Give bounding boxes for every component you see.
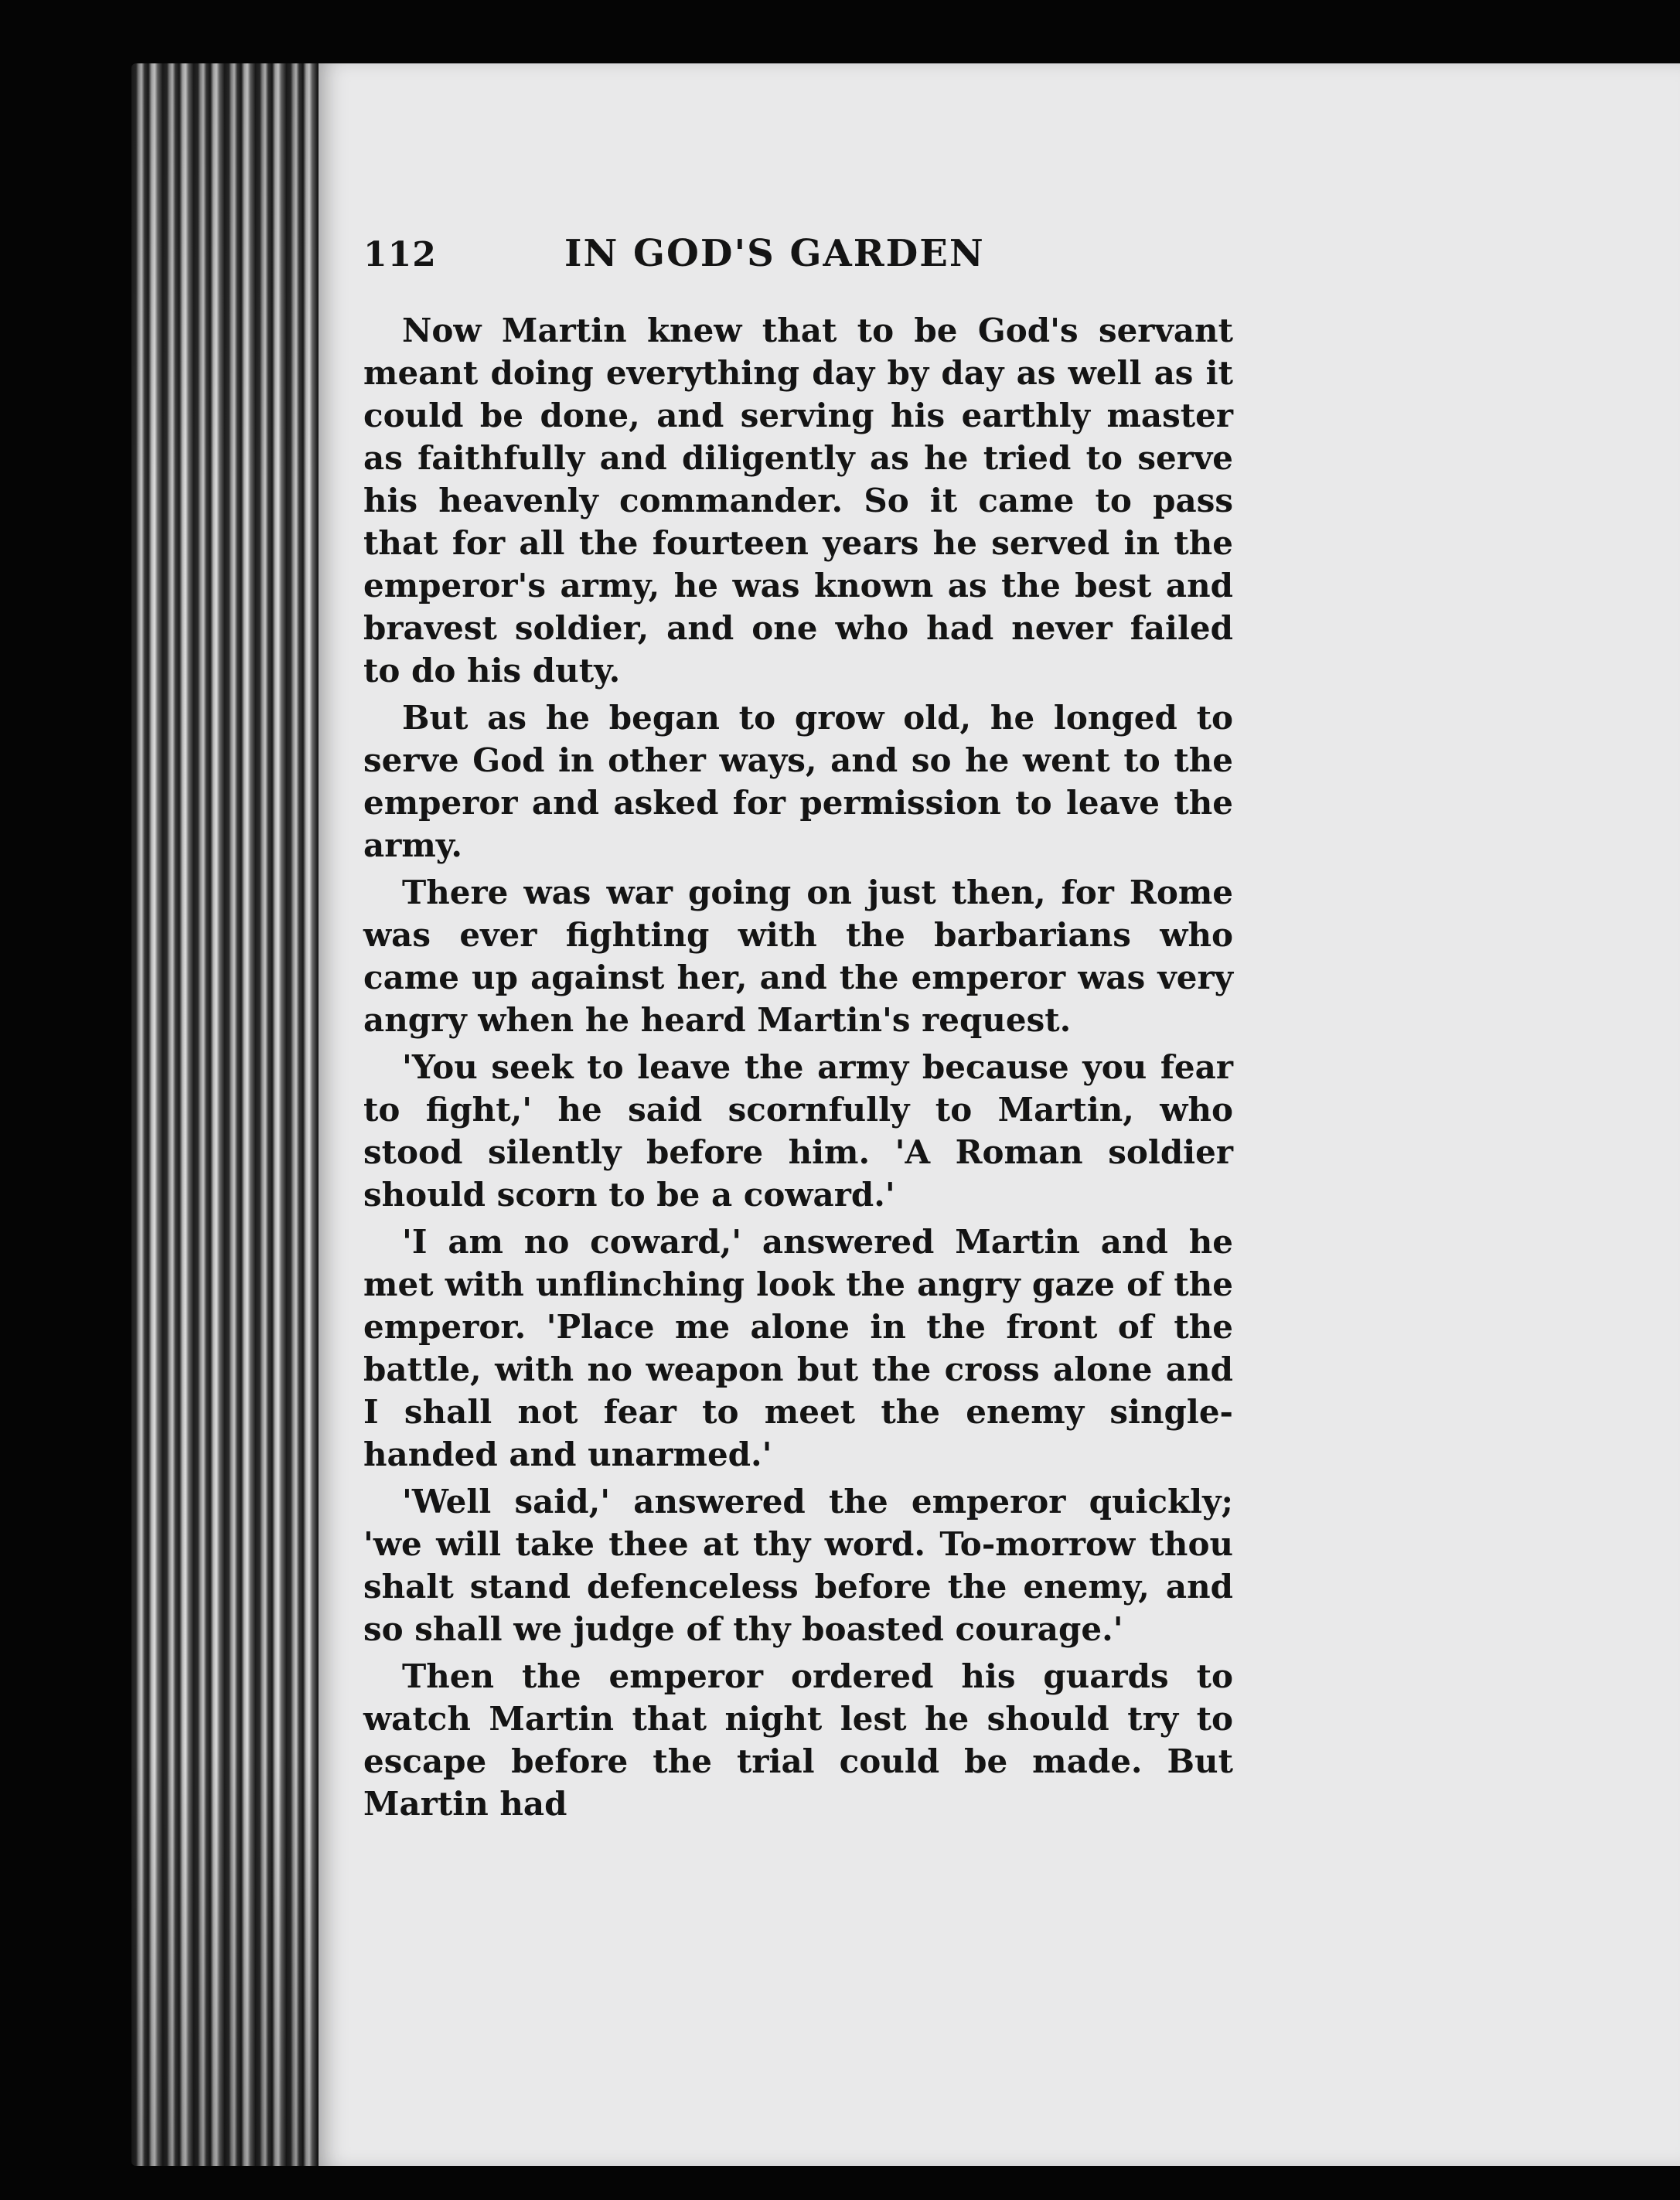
book-title: IN GOD'S GARDEN	[564, 232, 985, 275]
paragraph-3: There was war going on just then, for Rome was ever fighting with the barbarians who came up against her, and the emperor was very angry when he heard Martin's request.	[363, 874, 1233, 1039]
paragraph-5: 'I am no coward,' answered Martin and he met with unflinching look the angry gaze of the emperor. 'Place me alone in the front of the battle, with no weapon but the cross alone and I shall not fear to meet the enemy single-handed and unarmed.'	[363, 1223, 1233, 1473]
paragraph-7: Then the emperor ordered his guards to watch Martin that night lest he should try to escape before the trial could be made. But Martin had	[363, 1657, 1233, 1823]
running-head	[363, 232, 1233, 303]
paragraph-1: Now Martin knew that to be God's servant meant doing everything day by day as well as it could be done, and serving his earthly master as faithfully and diligently as he tried to serve his heavenly commander. So it came to pass that for all the fourteen years he served in the emperor's army, he was known as the best and bravest soldier, and one who had never failed to do his duty.	[363, 312, 1233, 690]
paragraph-2: But as he began to grow old, he longed to serve God in other ways, and so he went to the emperor and asked for permission to leave the army.	[363, 699, 1233, 864]
book-page-edges	[131, 63, 340, 2166]
paragraph-4: 'You seek to leave the army because you fear to fight,' he said scornfully to Martin, who stood silently before him. 'A Roman soldier should scorn to be a coward.'	[363, 1048, 1233, 1214]
scan-bottom-border	[0, 2166, 1680, 2200]
page-number: 112	[363, 235, 437, 274]
page-content	[363, 232, 1233, 1830]
paragraph-6: 'Well said,' answered the emperor quickly; 'we will take thee at thy word. To-morrow thou shalt stand defenceless before the enemy, and so shall we judge of thy boasted courage.'	[363, 1483, 1233, 1648]
